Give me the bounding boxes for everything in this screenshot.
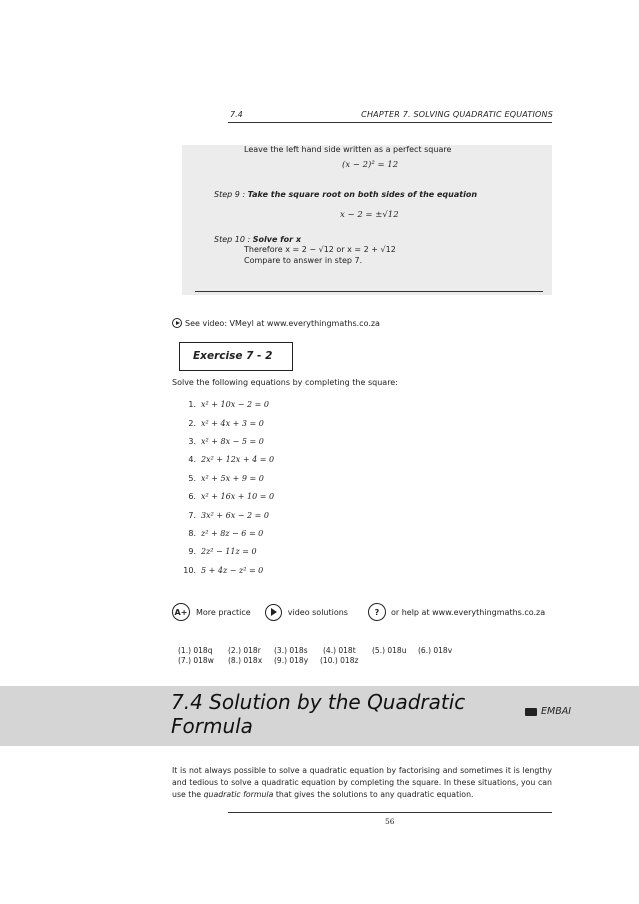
- exercise-instruction: Solve the following equations by completing the square:: [172, 378, 398, 387]
- list-item: [172, 455, 274, 464]
- therefore-text: Therefore x = 2 − √12 or x = 2 + √12: [244, 245, 396, 254]
- item-equation: x² + 10x − 2 = 0: [201, 400, 269, 409]
- item-equation: x² + 16x + 10 = 0: [201, 492, 275, 501]
- item-equation: x² + 8x − 5 = 0: [201, 437, 264, 446]
- paragraph-text-end: that gives the solutions to any quadratic equation.: [273, 790, 474, 799]
- section-number: 7.4: [230, 110, 243, 119]
- item-number: 8.: [188, 529, 196, 538]
- help-icon[interactable]: ?: [368, 603, 386, 621]
- solution-code[interactable]: (7.) 018w: [178, 656, 214, 665]
- item-equation: 2z² − 11z = 0: [201, 547, 257, 556]
- item-number: 1.: [188, 400, 196, 409]
- solution-code[interactable]: (1.) 018q: [178, 646, 213, 655]
- compare-text: Compare to answer in step 7.: [244, 256, 363, 265]
- help-link[interactable]: or help at www.everythingmaths.co.za: [390, 607, 546, 617]
- item-equation: x² + 5x + 9 = 0: [201, 474, 264, 483]
- solution-codes-row2: [178, 656, 358, 665]
- practice-row: [172, 603, 545, 621]
- solution-code[interactable]: (5.) 018u: [372, 646, 407, 655]
- video-link[interactable]: [172, 318, 380, 328]
- item-number: 9.: [188, 547, 196, 556]
- footer-divider: [228, 812, 552, 813]
- solution-code[interactable]: (2.) 018r: [228, 646, 261, 655]
- step10-label: Step 10 :: [214, 235, 251, 244]
- item-number: 5.: [188, 474, 196, 483]
- video-solutions-icon[interactable]: [265, 604, 282, 621]
- more-practice-icon[interactable]: A+: [172, 603, 190, 621]
- list-item: [172, 566, 263, 575]
- item-number: 7.: [188, 511, 196, 520]
- solution-code[interactable]: (6.) 018v: [418, 646, 453, 655]
- item-number: 4.: [188, 455, 196, 464]
- video-link-text[interactable]: See video: VMeyl at www.everythingmaths.co.za: [185, 318, 380, 328]
- solution-code[interactable]: (9.) 018y: [274, 656, 309, 665]
- list-item: [172, 529, 263, 538]
- page-number: 56: [385, 817, 395, 826]
- step10-title: Solve for x: [252, 235, 302, 244]
- leave-text: Leave the left hand side written as a perfect square: [244, 145, 452, 154]
- section-code[interactable]: [525, 706, 571, 717]
- item-equation: z² + 8z − 6 = 0: [201, 529, 264, 538]
- list-item: [172, 547, 257, 556]
- perfect-square-equation: (x − 2)² = 12: [342, 160, 399, 170]
- item-number: 10.: [183, 566, 196, 575]
- item-equation: 2x² + 12x + 4 = 0: [201, 455, 275, 464]
- step9: [214, 190, 477, 199]
- item-equation: 5 + 4z − z² = 0: [201, 566, 264, 575]
- list-item: [172, 492, 274, 501]
- item-number: 6.: [188, 492, 196, 501]
- step10: [214, 235, 301, 244]
- solution-codes-row1: [178, 646, 452, 655]
- item-equation: 3x² + 6x − 2 = 0: [201, 511, 269, 520]
- list-item: [172, 400, 269, 409]
- paragraph-emphasis: quadratic formula: [203, 790, 274, 799]
- solution-code[interactable]: (10.) 018z: [320, 656, 359, 665]
- section-code-text[interactable]: EMBAI: [541, 706, 572, 717]
- solution-code[interactable]: (3.) 018s: [274, 646, 308, 655]
- solution-code[interactable]: (4.) 018t: [323, 646, 356, 655]
- list-item: [172, 474, 264, 483]
- section-title: 7.4 Solution by the Quadratic Formula: [171, 690, 466, 738]
- header-divider: [228, 122, 552, 123]
- solution-code[interactable]: (8.) 018x: [228, 656, 263, 665]
- more-practice-link[interactable]: More practice: [196, 607, 251, 617]
- link-icon: [525, 708, 537, 716]
- item-equation: x² + 4x + 3 = 0: [201, 419, 264, 428]
- list-item: [172, 437, 264, 446]
- item-number: 3.: [188, 437, 196, 446]
- exercise-title: Exercise 7 - 2: [193, 350, 273, 362]
- item-number: 2.: [188, 419, 196, 428]
- list-item: [172, 419, 264, 428]
- step9-label: Step 9 :: [214, 190, 246, 199]
- play-icon: [172, 318, 182, 328]
- video-solutions-link[interactable]: video solutions: [287, 607, 348, 617]
- chapter-title: CHAPTER 7. SOLVING QUADRATIC EQUATIONS: [361, 110, 553, 119]
- step9-equation: x − 2 = ±√12: [340, 210, 399, 220]
- list-item: [172, 511, 269, 520]
- body-paragraph: [172, 765, 552, 801]
- example-end-rule: [195, 291, 543, 292]
- step9-title: Take the square root on both sides of the equation: [247, 190, 478, 199]
- paragraph-text: It is not always possible to solve a quadratic equation by factorising and sometimes it is lengthy and tedious to solve a quadratic equation by completing the square. In these situations, you can use the: [172, 766, 552, 799]
